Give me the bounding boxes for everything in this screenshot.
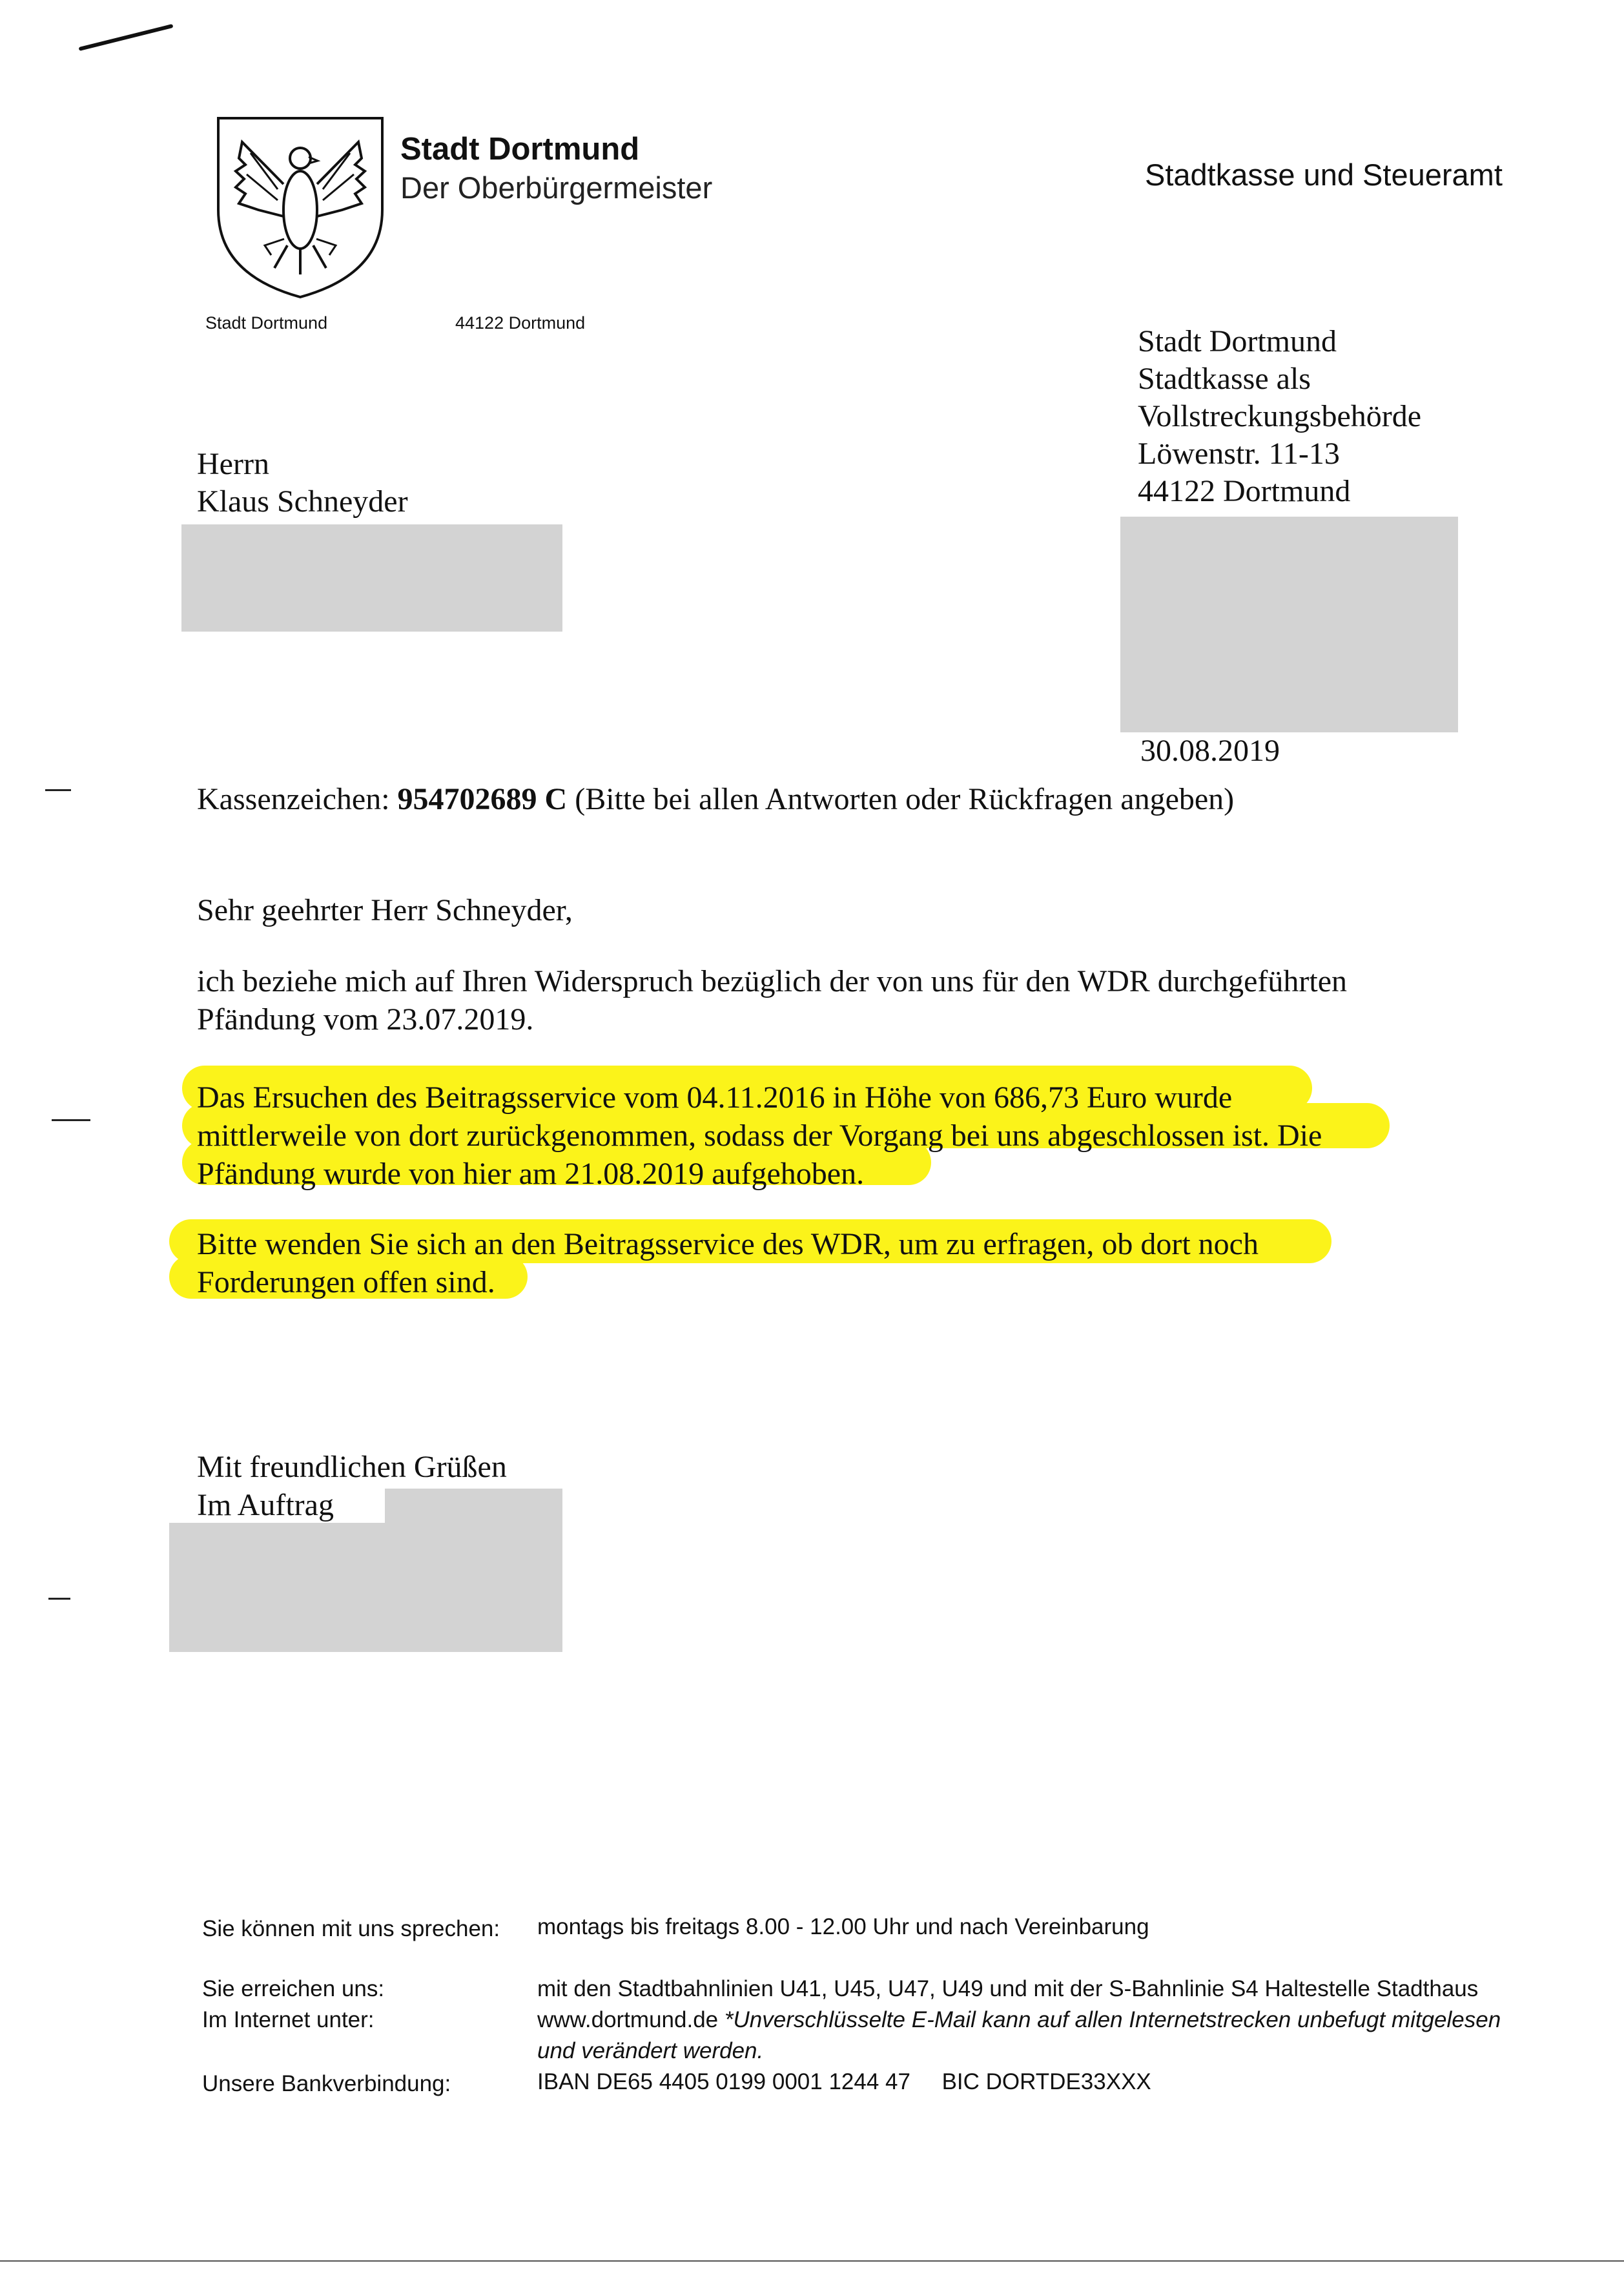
- paragraph-line: Forderungen offen sind.: [197, 1265, 495, 1299]
- reference-note: (Bitte bei allen Antworten oder Rückfragen angeben): [575, 782, 1235, 816]
- closing-line: Im Auftrag: [197, 1488, 334, 1522]
- paragraph-line: Pfändung wurde von hier am 21.08.2019 aufgehoben.: [197, 1157, 865, 1191]
- paragraph-line: mittlerweile von dort zurückgenommen, sodass der Vorgang bei uns abgeschlossen ist. Die: [197, 1119, 1322, 1153]
- sender-line: Stadtkasse als: [1138, 362, 1311, 396]
- redacted-signature: [169, 1523, 562, 1652]
- sender-line: Stadt Dortmund: [1138, 324, 1337, 358]
- footer-email-note: *Unverschlüsselte E-Mail kann auf allen Internetstrecken unbefugt mitgelesen: [724, 2007, 1501, 2032]
- recipient-name: Klaus Schneyder: [197, 484, 408, 519]
- punch-mark: [52, 1119, 90, 1121]
- sender-line: 44122 Dortmund: [1138, 474, 1351, 508]
- footer-email-note: und verändert werden.: [537, 2038, 764, 2063]
- footer-internet-value: [537, 2005, 1501, 2035]
- paragraph-line: Pfändung vom 23.07.2019.: [197, 1002, 534, 1037]
- footer-internet-note-2: [537, 2036, 763, 2066]
- sender-address: [1138, 323, 1421, 510]
- reference-number: 954702689 C: [397, 782, 568, 816]
- redacted-recipient-address: [181, 524, 562, 632]
- footer-bank-value: IBAN DE65 4405 0199 0001 1244 47 BIC DORTDE33XXX: [537, 2069, 1151, 2094]
- footer-reach-label: Sie erreichen uns:: [202, 1976, 385, 2001]
- eagle-coat-of-arms-icon: [213, 113, 387, 300]
- page-edge: [0, 2260, 1624, 2262]
- footer-hours-label: Sie können mit uns sprechen:: [202, 1916, 500, 1941]
- footer-hours-value: montags bis freitags 8.00 - 12.00 Uhr und nach Vereinbarung: [537, 1914, 1149, 1939]
- paragraph-line: Das Ersuchen des Beitragsservice vom 04.11.2016 in Höhe von 686,73 Euro wurde: [197, 1080, 1233, 1115]
- paragraph-3: [197, 1225, 1456, 1301]
- reference-line: [197, 781, 1234, 817]
- sender-small-city: Stadt Dortmund: [205, 313, 328, 333]
- redacted-contact-info: [1120, 517, 1458, 732]
- footer-reach-value: mit den Stadtbahnlinien U41, U45, U47, U49 und mit der S-Bahnlinie S4 Haltestelle Stadthaus: [537, 1976, 1479, 2001]
- org-subtitle: Der Oberbürgermeister: [400, 170, 713, 205]
- greeting: Sehr geehrter Herr Schneyder,: [197, 893, 573, 927]
- paragraph-line: ich beziehe mich auf Ihren Widerspruch bezüglich der von uns für den WDR durchgeführten: [197, 964, 1347, 998]
- letter-date: 30.08.2019: [1140, 734, 1280, 768]
- sender-line: Vollstreckungsbehörde: [1138, 399, 1422, 433]
- sender-small-zip: 44122 Dortmund: [455, 313, 586, 333]
- paragraph-1: [197, 962, 1456, 1038]
- closing-line: Mit freundlichen Grüßen: [197, 1450, 507, 1484]
- fold-mark: [48, 1598, 70, 1600]
- footer-internet-url[interactable]: www.dortmund.de: [537, 2007, 719, 2032]
- redacted-signature: [385, 1489, 562, 1527]
- footer-bank-label: Unsere Bankverbindung:: [202, 2071, 451, 2096]
- footer-internet-label: Im Internet unter:: [202, 2007, 375, 2032]
- recipient-address: [197, 446, 408, 521]
- fold-mark: [45, 789, 71, 791]
- reference-label: Kassenzeichen:: [197, 782, 390, 816]
- department-name: Stadtkasse und Steueramt: [1145, 158, 1503, 192]
- org-name: Stadt Dortmund: [400, 132, 640, 167]
- paragraph-line: Bitte wenden Sie sich an den Beitragsservice des WDR, um zu erfragen, ob dort noch: [197, 1227, 1259, 1261]
- pen-mark: [79, 24, 174, 51]
- sender-line: Löwenstr. 11-13: [1138, 437, 1340, 471]
- recipient-salutation: Herrn: [197, 447, 269, 481]
- paragraph-2: [197, 1079, 1456, 1193]
